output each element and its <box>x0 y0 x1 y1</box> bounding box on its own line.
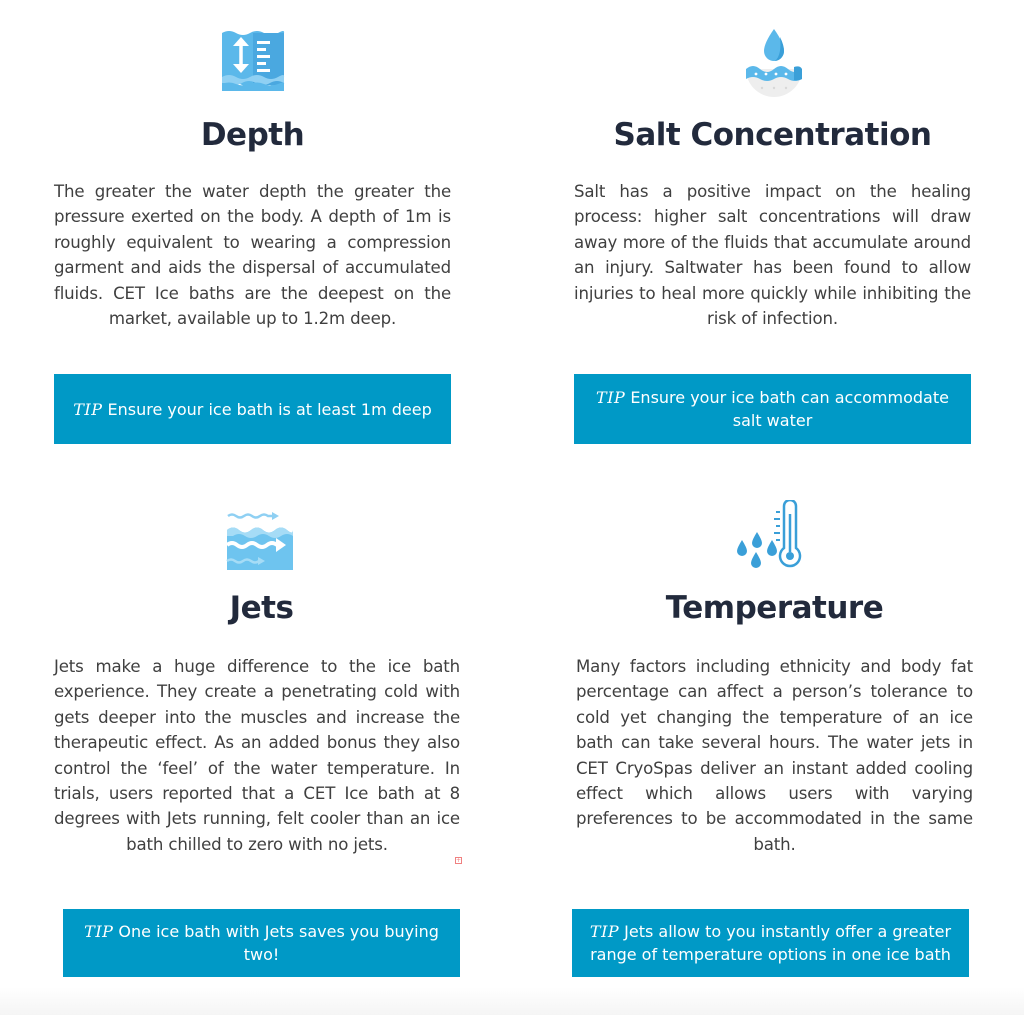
tip-label: TIP <box>73 399 103 419</box>
section-body: Jets make a huge difference to the ice bath experience. They create a penetrating cold with gets deeper into the muscles and increase the therapeutic effect. As an added bonus they also control the ‘feel’ of the water temperature. In trials, users reported that a CET Ice bath at 8 degrees with Jets running, felt cooler than an ice bath chilled to zero with no jets. <box>54 657 460 854</box>
expand-marker-icon[interactable]: + <box>456 857 462 864</box>
tip-text: Ensure your ice bath can accommodate salt water <box>630 388 949 430</box>
tip-label: TIP <box>84 922 114 941</box>
tip-text: Ensure your ice bath is at least 1m deep <box>107 399 432 419</box>
tip-label: TIP <box>596 388 626 407</box>
section-title: Jets <box>229 590 294 626</box>
section-temperature <box>576 500 973 980</box>
section-body: Many factors including ethnicity and body fat percentage can affect a person’s tolerance to cold yet changing the temperature of an ice bath can take several hours. The water jets in CET CryoSpas deliver an instant added cooling effect which allows users with varying preferences to be accommodated in the same bath. <box>576 657 973 854</box>
section-jets <box>54 500 460 980</box>
salt-water-drop-icon <box>742 27 806 103</box>
tip-text: One ice bath with Jets saves you buying two! <box>118 922 439 964</box>
section-salt-concentration <box>574 0 971 450</box>
water-jets-icon <box>224 508 296 570</box>
tip-box <box>574 374 971 444</box>
thermometer-drops-icon <box>732 500 808 572</box>
tip-box <box>54 374 451 444</box>
tip-box <box>63 909 460 977</box>
depth-gauge-icon <box>220 27 286 93</box>
section-body: The greater the water depth the greater the pressure exerted on the body. A depth of 1m is roughly equivalent to wearing a compression garment and aids the dispersal of accumulated fluids. CET Ice baths are the deepest on the market, available up to 1.2m deep. <box>54 182 451 329</box>
section-body: Salt has a positive impact on the healing process: higher salt concentrations will draw away more of the fluids that accumulate around an injury. Saltwater has been found to allow injuries to heal more quickly while inhibiting the risk of infection. <box>574 182 971 329</box>
bottom-fade <box>0 987 1024 1015</box>
section-title: Temperature <box>665 590 884 626</box>
tip-label: TIP <box>589 922 620 941</box>
section-title: Depth <box>200 117 305 153</box>
tip-text: Jets allow to you instantly offer a greater range of temperature options in one ice bath <box>590 922 952 964</box>
section-title: Salt Concentration <box>613 117 932 153</box>
tip-box <box>572 909 969 977</box>
section-depth <box>54 0 451 450</box>
